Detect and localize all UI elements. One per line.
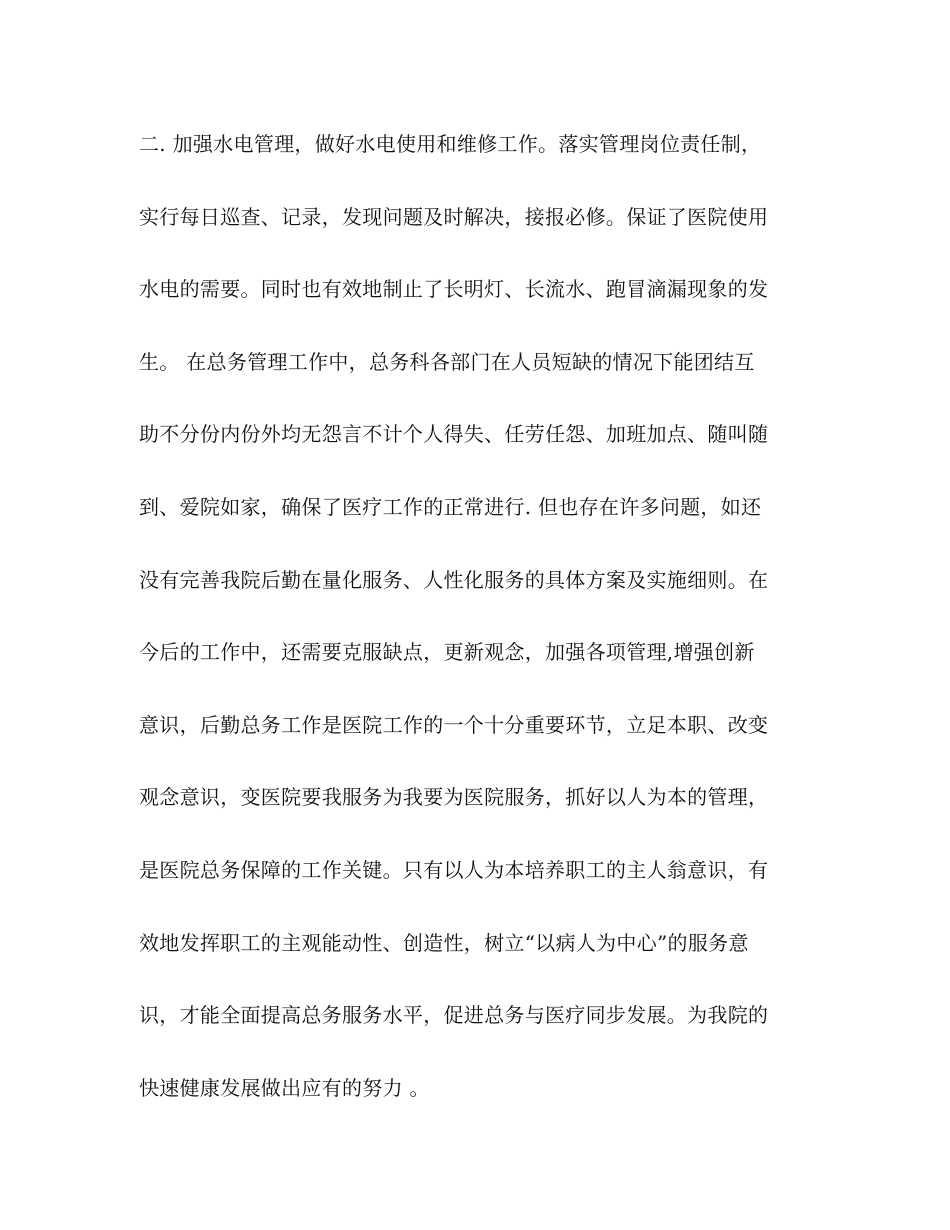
text-line: 识，才能全面提高总务服务水平，促进总务与医疗同步发展。为我院的 [139, 1003, 769, 1028]
text-line: 生。 在总务管理工作中，总务科各部门在人员短缺的情况下能团结互 [139, 349, 755, 374]
text-line: 观念意识，变医院要我服务为我要为医院服务，抓好以人为本的管理， [139, 785, 769, 810]
text-line: 是医院总务保障的工作关键。只有以人为本培养职工的主人翁意识，有 [139, 857, 769, 882]
text-line: 没有完善我院后勤在量化服务、人性化服务的具体方案及实施细则。在 [139, 567, 769, 592]
text-line: 意识，后勤总务工作是医院工作的一个十分重要环节，立足本职、改变 [139, 712, 769, 737]
text-line: 实行每日巡查、记录，发现问题及时解决，接报必修。保证了医院使用 [139, 204, 769, 229]
body-paragraph [139, 124, 819, 1140]
text-line: 今后的工作中，还需要克服缺点，更新观念，加强各项管理,增强创新 [139, 640, 755, 665]
text-line: 到、爱院如家，确保了医疗工作的正常进行. 但也存在许多问题，如还 [139, 494, 762, 519]
text-line: 效地发挥职工的主观能动性、创造性，树立“以病人为中心”的服务意 [139, 930, 749, 955]
text-line: 助不分份内份外均无怨言不计个人得失、任劳任怨、加班加点、随叫随 [139, 422, 769, 447]
text-line: 二. 加强水电管理，做好水电使用和维修工作。落实管理岗位责任制， [139, 132, 762, 156]
text-line: 水电的需要。同时也有效地制止了长明灯、长流水、跑冒滴漏现象的发 [139, 277, 769, 302]
text-line: 快速健康发展做出应有的努力 。 [139, 1075, 430, 1100]
